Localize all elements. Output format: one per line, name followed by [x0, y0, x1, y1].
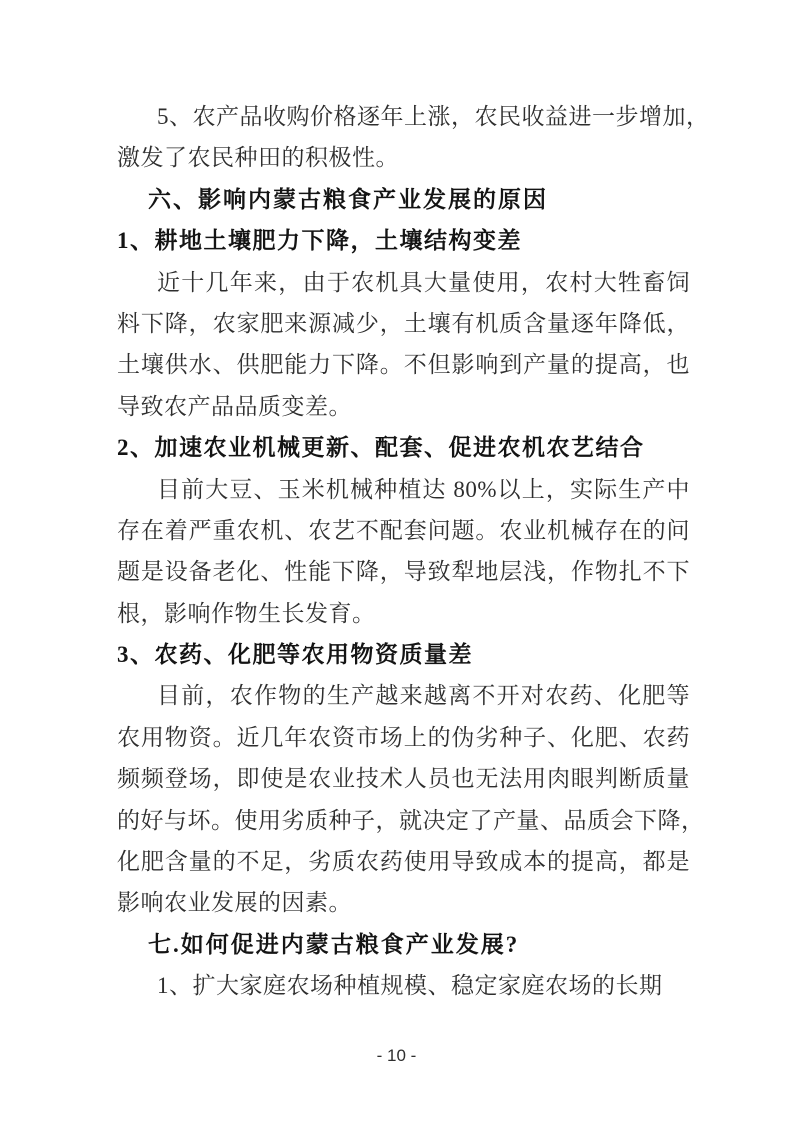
text-line: 目前，农作物的生产越来越离不开对农药、化肥等: [157, 683, 690, 709]
text-line: 1、扩大家庭农场种植规模、稳定家庭农场的长期: [157, 973, 663, 999]
text-line: 近十几年来，由于农机具大量使用，农村大牲畜饲: [157, 269, 690, 295]
text-line: 目前大豆、玉米机械种植达 80%以上，实际生产中: [157, 476, 690, 502]
sub-heading: 1、耕地土壤肥力下降，土壤结构变差: [117, 228, 522, 254]
text-line: 存在着严重农机、农艺不配套问题。农业机械存在的问: [117, 517, 690, 543]
text-line: 频频登场，即使是农业技术人员也无法用肉眼判断质量: [117, 766, 690, 792]
text-line: 5、农产品收购价格逐年上涨，农民收益进一步增加，: [157, 104, 710, 129]
text-line: 农用物资。近几年农资市场上的伪劣种子、化肥、农药: [117, 724, 690, 750]
text-line: 化肥含量的不足，劣质农药使用导致成本的提高，都是: [117, 849, 690, 875]
sub-heading: 3、农药、化肥等农用物资质量差: [117, 642, 473, 668]
text-line: 激发了农民种田的积极性。: [117, 145, 399, 171]
sub-heading: 2、加速农业机械更新、配套、促进农机农艺结合: [117, 435, 645, 461]
text-line: 料下降，农家肥来源减少，土壤有机质含量逐年降低，: [117, 310, 690, 336]
text-line: 影响农业发展的因素。: [117, 890, 352, 916]
text-line: 题是设备老化、性能下降，导致犁地层浅，作物扎不下: [117, 559, 690, 585]
page-number: - 10 -: [376, 1046, 417, 1065]
section-heading: 六、影响内蒙古粮食产业发展的原因: [148, 186, 548, 212]
section-heading: 七.如何促进内蒙古粮食产业发展?: [148, 931, 520, 957]
document-content: [117, 96, 710, 1007]
text-line: 土壤供水、供肥能力下降。不但影响到产量的提高，也: [117, 352, 690, 378]
text-line: 导致农产品品质变差。: [117, 393, 352, 419]
text-line: 的好与坏。使用劣质种子，就决定了产量、品质会下降，: [117, 807, 705, 833]
text-line: 根，影响作物生长发育。: [117, 600, 376, 626]
